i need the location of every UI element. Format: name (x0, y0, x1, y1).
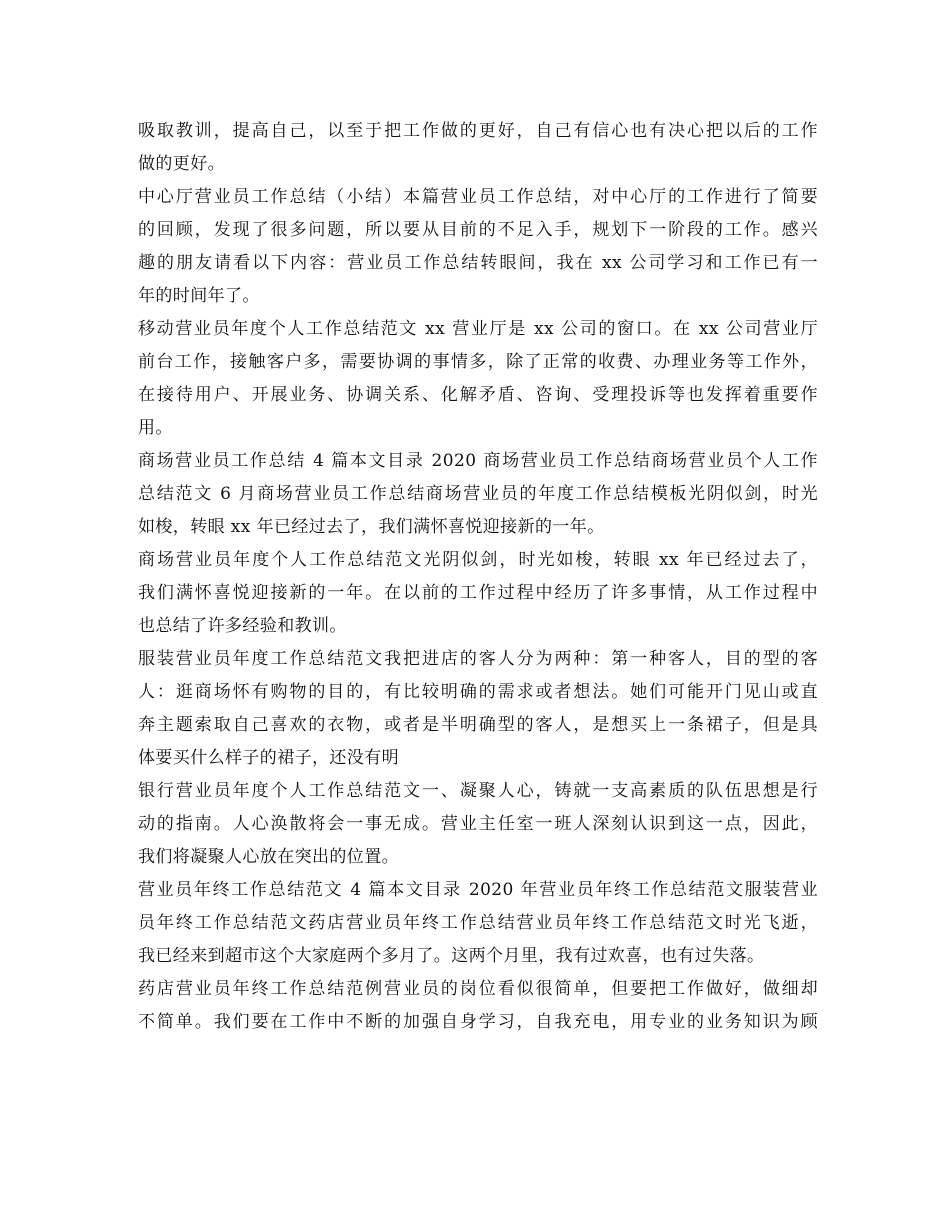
text-line: 体要买什么样子的裙子，还没有明 (138, 748, 399, 768)
text-line: 做的更好。 (138, 154, 225, 174)
text-line: 员年终工作总结范文药店营业员年终工作总结营业员年终工作总结范文时光飞逝， (138, 913, 818, 933)
text-line: 药店营业员年终工作总结范例营业员的岗位看似很简单，但要把工作做好，做细却 (138, 979, 818, 999)
paragraph-7 (138, 775, 818, 874)
text-line: 银行营业员年度个人工作总结范文一、凝聚人心，铸就一支高素质的队伍思想是行 (138, 781, 818, 801)
paragraph-4 (138, 445, 818, 544)
text-line: 动的指南。人心涣散将会一事无成。营业主任室一班人深刻认识到这一点，因此， (138, 814, 818, 834)
paragraph-9 (138, 973, 818, 1039)
text-line: 总结范文 6 月商场营业员工作总结商场营业员的年度工作总结模板光阴似剑，时光 (138, 484, 818, 504)
text-line: 奔主题索取自己喜欢的衣物，或者是半明确型的客人，是想买上一条裙子，但是具 (138, 715, 818, 735)
paragraph-3 (138, 313, 818, 445)
text-line: 吸取教训，提高自己，以至于把工作做的更好，自己有信心也有决心把以后的工作 (138, 121, 818, 141)
paragraph-2 (138, 181, 818, 313)
text-line: 如梭，转眼 xx 年已经过去了，我们满怀喜悦迎接新的一年。 (138, 517, 605, 537)
text-line: 中心厅营业员工作总结（小结）本篇营业员工作总结，对中心厅的工作进行了简要 (138, 187, 818, 207)
text-line: 前台工作，接触客户多，需要协调的事情多，除了正常的收费、办理业务等工作外， (138, 352, 818, 372)
text-line: 趣的朋友请看以下内容：营业员工作总结转眼间，我在 xx 公司学习和工作已有一 (138, 253, 818, 273)
text-line: 商场营业员年度个人工作总结范文光阴似剑，时光如梭，转眼 xx 年已经过去了， (138, 550, 818, 570)
paragraph-1 (138, 115, 818, 181)
paragraph-6 (138, 643, 818, 775)
text-line: 人：逛商场怀有购物的目的，有比较明确的需求或者想法。她们可能开门见山或直 (138, 682, 818, 702)
paragraph-5 (138, 544, 818, 643)
text-line: 年的时间年了。 (138, 286, 260, 306)
text-line: 我们将凝聚人心放在突出的位置。 (138, 847, 399, 867)
document-body (138, 115, 818, 1039)
text-line: 的回顾，发现了很多问题，所以要从目前的不足入手，规划下一阶段的工作。感兴 (138, 220, 818, 240)
text-line: 营业员年终工作总结范文 4 篇本文目录 2020 年营业员年终工作总结范文服装营业 (138, 880, 818, 900)
text-line: 用。 (138, 418, 173, 438)
text-line: 服装营业员年度工作总结范文我把进店的客人分为两种：第一种客人，目的型的客 (138, 649, 818, 669)
text-line: 不简单。我们要在工作中不断的加强自身学习，自我充电，用专业的业务知识为顾 (138, 1012, 818, 1032)
text-line: 我已经来到超市这个大家庭两个多月了。这两个月里，我有过欢喜，也有过失落。 (138, 946, 765, 966)
text-line: 移动营业员年度个人工作总结范文 xx 营业厅是 xx 公司的窗口。在 xx 公司营业厅 (138, 319, 818, 339)
text-line: 我们满怀喜悦迎接新的一年。在以前的工作过程中经历了许多事情，从工作过程中 (138, 583, 818, 603)
text-line: 也总结了许多经验和教训。 (138, 616, 347, 636)
text-line: 在接待用户、开展业务、协调关系、化解矛盾、咨询、受理投诉等也发挥着重要作 (138, 385, 818, 405)
text-line: 商场营业员工作总结 4 篇本文目录 2020 商场营业员工作总结商场营业员个人工作 (138, 451, 818, 471)
paragraph-8 (138, 874, 818, 973)
